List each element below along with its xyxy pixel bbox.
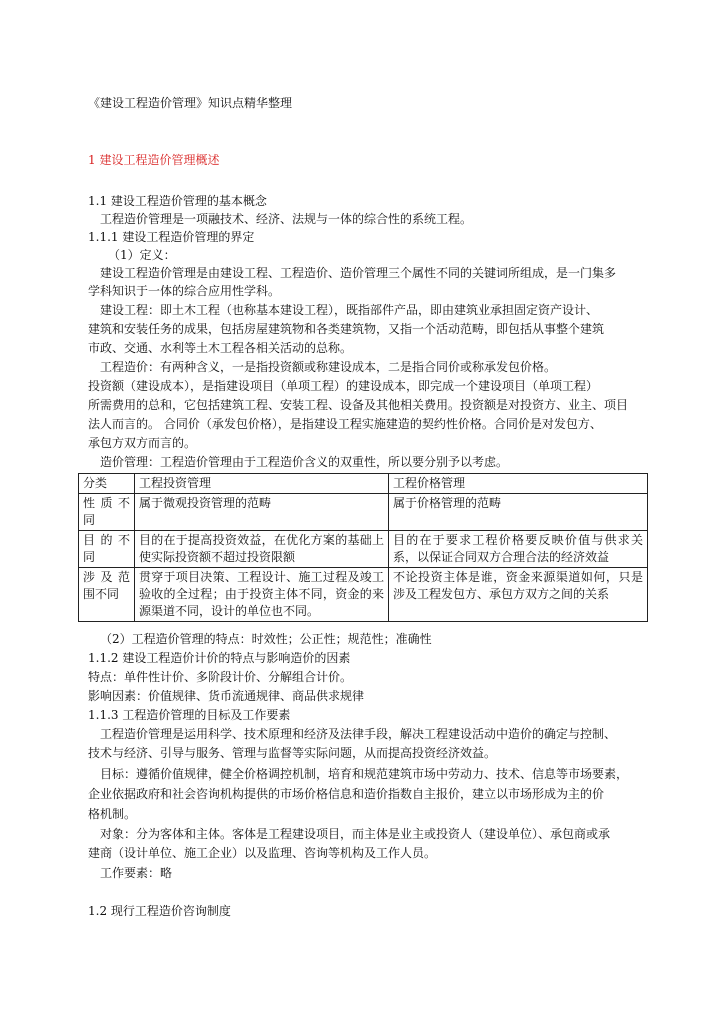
table-row xyxy=(79,568,648,622)
paragraph: 承包方双方而言的。 xyxy=(88,436,197,450)
table-cell: 性质不同 xyxy=(79,494,135,531)
paragraph: 工程造价管理是一项融技术、经济、法规与一体的综合性的系统工程。 xyxy=(100,212,473,226)
list-label: （1）定义： xyxy=(108,248,176,262)
paragraph: 工程造价：有两种含义，一是指投资额或称建设成本，二是指合同价或称承发包价格。 xyxy=(100,360,557,374)
table-header-cell: 工程投资管理 xyxy=(135,474,389,494)
paragraph: 特点：单件性计价、多阶段计价、分解组合计价。 xyxy=(88,670,353,684)
table-cell: 属于价格管理的范畴 xyxy=(389,494,648,531)
paragraph: 造价管理：工程造价管理由于工程造价含义的双重性，所以要分别予以考虑。 xyxy=(100,455,509,469)
section-heading: 1.1 建设工程造价管理的基本概念 xyxy=(88,194,267,208)
table-row xyxy=(79,531,648,568)
paragraph: 对象：分为客体和主体。客体是工程建设项目，而主体是业主或投资人（建设单位）、承包商或承 xyxy=(100,827,611,841)
paragraph: 影响因素：价值规律、货币流通规律、商品供求规律 xyxy=(88,689,365,703)
table-cell: 涉及范围不同 xyxy=(79,568,135,622)
paragraph: 法人而言的。 合同价（承发包价格），是指建设工程实施建造的契约性价格。合同价是对发包方、 xyxy=(88,417,602,431)
paragraph: 投资额（建设成本），是指建设项目（单项工程）的建设成本，即完成一个建设项目（单项工程） xyxy=(88,379,599,393)
paragraph: （2）工程造价管理的特点：时效性；公正性；规范性；准确性 xyxy=(100,632,432,646)
comparison-table xyxy=(78,473,648,622)
paragraph: 建筑和安装任务的成果，包括房屋建筑物和各类建筑物，又指一个活动范畴，即包括从事整个建筑 xyxy=(88,322,605,336)
table-cell: 目的不同 xyxy=(79,531,135,568)
table-header-row xyxy=(79,474,648,494)
paragraph: 建设工程造价管理是由建设工程、工程造价、造价管理三个属性不同的关键词所组成，是一门集多 xyxy=(100,266,617,280)
table-cell: 不论投资主体是谁，资金来源渠道如何，只是涉及工程发包方、承包方双方之间的关系 xyxy=(389,568,648,622)
paragraph: 建设工程：即土木工程（也称基本建设工程），既指部件产品，即由建筑业承担固定资产设计、 xyxy=(100,303,599,317)
paragraph: 格机制。 xyxy=(88,807,137,821)
subsection-heading: 1.1.3 工程造价管理的目标及工作要素 xyxy=(88,708,291,722)
table-cell: 属于微观投资管理的范畴 xyxy=(135,494,389,531)
section-heading: 1.2 现行工程造价咨询制度 xyxy=(88,904,231,918)
paragraph: 市政、交通、水利等土木工程各相关活动的总称。 xyxy=(88,341,353,355)
document-title: 《建设工程造价管理》知识点精华整理 xyxy=(88,96,293,110)
paragraph: 建商（设计单位、施工企业）以及监理、咨询等机构及工作人员。 xyxy=(88,846,437,860)
paragraph: 学科知识于一体的综合应用性学科。 xyxy=(88,284,281,298)
subsection-heading: 1.1.2 建设工程造价计价的特点与影响造价的因素 xyxy=(88,651,351,665)
table-row xyxy=(79,494,648,531)
table-cell: 目的在于提高投资效益，在优化方案的基础上使实际投资额不超过投资限额 xyxy=(135,531,389,568)
paragraph: 目标：遵循价值规律，健全价格调控机制，培育和规范建筑市场中劳动力、技术、信息等市场要素， xyxy=(100,767,629,781)
table-header-cell: 分类 xyxy=(79,474,135,494)
table-cell: 贯穿于项目决策、工程设计、施工过程及竣工验收的全过程；由于投资主体不同，资金的来源渠道不同，设计的单位也不同。 xyxy=(135,568,389,622)
subsection-heading: 1.1.1 建设工程造价管理的界定 xyxy=(88,230,255,244)
chapter-heading: 1 建设工程造价管理概述 xyxy=(88,153,220,167)
paragraph: 企业依据政府和社会咨询机构提供的市场价格信息和造价指数自主报价，建立以市场形成为主的价 xyxy=(88,787,605,801)
paragraph: 工作要素：略 xyxy=(100,866,173,880)
paragraph: 所需费用的总和，它包括建筑工程、安装工程、设备及其他相关费用。投资额是对投资方、业主、项目 xyxy=(88,398,629,412)
table-header-cell: 工程价格管理 xyxy=(389,474,648,494)
paragraph: 工程造价管理是运用科学、技术原理和经济及法律手段，解决工程建设活动中造价的确定与控制、 xyxy=(100,727,617,741)
table-cell: 目的在于要求工程价格要反映价值与供求关系，以保证合同双方合理合法的经济效益 xyxy=(389,531,648,568)
paragraph: 技术与经济、引导与服务、管理与监督等实际问题，从而提高投资经济效益。 xyxy=(88,746,497,760)
